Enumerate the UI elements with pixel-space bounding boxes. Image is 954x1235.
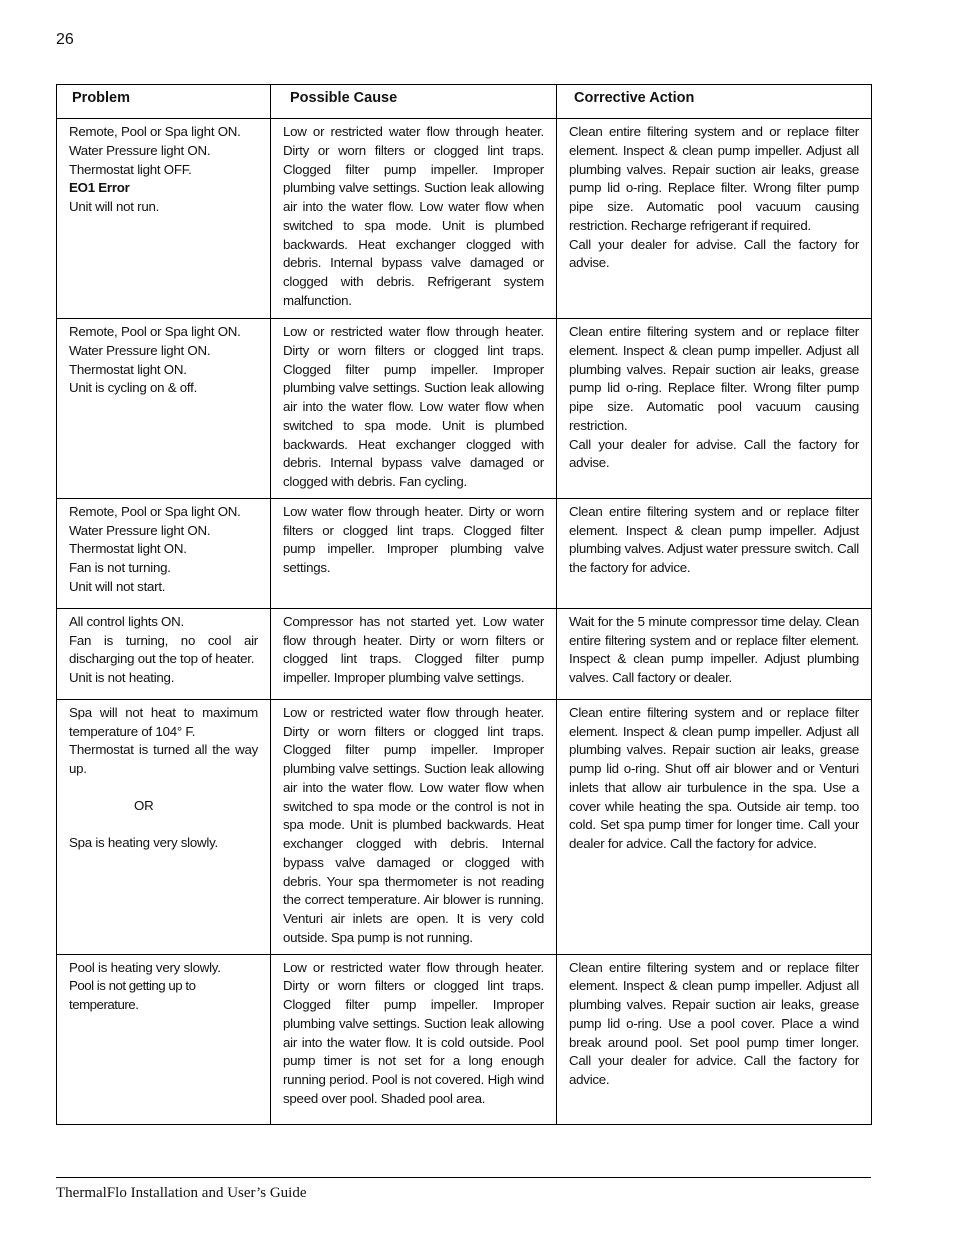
- problem-line: Unit will not start.: [69, 578, 166, 594]
- problem-line: Thermostat light OFF.: [69, 161, 192, 177]
- problem-line: All control lights ON.: [69, 613, 184, 629]
- cause-cell: Low water flow through heater. Dirty or worn filters or clogged lint traps. Clogged filter pump impeller. Improper plumbing valve settings.: [271, 498, 557, 608]
- problem-cell: [57, 954, 271, 1124]
- table-row: [57, 498, 872, 608]
- problem-line: Remote, Pool or Spa light ON.: [69, 503, 241, 519]
- problem-cell: [57, 608, 271, 699]
- problem-line: Thermostat is turned all the way up.: [69, 742, 258, 776]
- problem-line: Thermostat light ON.: [69, 541, 187, 557]
- action-text: Clean entire filtering system and or replace filter element. Inspect & clean pump impeller. Adjust all plumbing valves. Repair suction air leaks, grease pump lid o-ring. Replace filter. Wrong filter pump pipe size. Automatic pool vacuum causing restriction. Recharge refrigerant if required.: [569, 124, 859, 233]
- action-call-text: Call your dealer for advise. Call the factory for advise.: [569, 236, 859, 271]
- table-header-row: [57, 85, 872, 119]
- or-separator: OR: [134, 797, 154, 813]
- problem-cell: [57, 498, 271, 608]
- page-number: 26: [56, 31, 74, 48]
- footer-divider: [56, 1177, 871, 1178]
- table-row: [57, 954, 872, 1124]
- cause-cell: Low or restricted water flow through heater. Dirty or worn filters or clogged lint traps. Clogged filter pump impeller. Improper plumbing valve settings. Suction leak allowing air into the water flow. Low water flow when switched to spa mode. Unit is plumbed backwards. Heat exchanger clogged with debris. Internal bypass valve damaged or clogged with debris. Fan cycling.: [271, 319, 557, 499]
- problem-cell: [57, 319, 271, 499]
- problem-line: Unit is not heating.: [69, 670, 175, 685]
- action-cell: [557, 319, 872, 499]
- table-row: [57, 699, 872, 954]
- action-cell: [557, 119, 872, 319]
- problem-line: Thermostat light ON.: [69, 361, 187, 377]
- action-text: Clean entire filtering system and or replace filter element. Inspect & clean pump impeller. Adjust all plumbing valves. Repair suction air leaks, grease pump lid o-ring. Replace filter. Wrong filter pump pipe size. Automatic pool vacuum causing restriction.: [569, 324, 859, 433]
- problem-line: Fan is turning, no cool air discharging out the top of heater.: [69, 632, 258, 667]
- problem-cell: [57, 699, 271, 954]
- problem-line: Spa is heating very slowly.: [69, 834, 218, 850]
- cause-cell: Low or restricted water flow through heater. Dirty or worn filters or clogged lint traps. Clogged filter pump impeller. Improper plumbing valve settings. Suction leak allowing air into the water flow. Low water flow when switched to spa mode or the control is not in spa mode. Unit is plumbed backwards. Heat exchanger clogged with debris. Internal bypass valve damaged or clogged with debris. Your spa thermometer is not reading the correct temperature. Air blower is running. Venturi air inlets are open. It is very cold outside. Spa pump is not running.: [271, 699, 557, 954]
- table-row: [57, 608, 872, 699]
- problem-line: Water Pressure light ON.: [69, 522, 211, 538]
- error-code: EO1 Error: [69, 180, 130, 196]
- cause-cell: Compressor has not started yet. Low water flow through heater. Dirty or worn filters or clogged lint traps. Clogged filter pump impeller. Improper plumbing valve settings.: [271, 608, 557, 699]
- table-row: [57, 119, 872, 319]
- action-cell: Clean entire filtering system and or replace filter element. Inspect & clean pump impeller. Adjust all plumbing valves. Repair suction air leaks, grease pump lid o-ring. Shut off air blower and or Venturi inlets that allow air turbulence in the spa. Use a cover while heating the spa. Outside air temp. too cold. Set spa pump timer for longer time. Call your dealer for advice. Call the factory for advice.: [557, 699, 872, 954]
- header-possible-cause: Possible Cause: [271, 85, 557, 119]
- problem-line: Remote, Pool or Spa light ON.: [69, 324, 241, 339]
- problem-line: Fan is not turning.: [69, 560, 171, 575]
- cause-cell: Low or restricted water flow through heater. Dirty or worn filters or clogged lint traps. Clogged filter pump impeller. Improper plumbing valve settings. Suction leak allowing air into the water flow. Low water flow when switched to spa mode. Unit is plumbed backwards. Heat exchanger clogged with debris. Internal bypass valve damaged or clogged with debris. Refrigerant system malfunction.: [271, 119, 557, 319]
- problem-cell: [57, 119, 271, 319]
- table-row: [57, 319, 872, 499]
- problem-line: Unit will not run.: [69, 199, 160, 214]
- footer-title: ThermalFlo Installation and User’s Guide: [56, 1185, 307, 1201]
- problem-line: Water Pressure light ON.: [69, 142, 211, 158]
- action-cell: Clean entire filtering system and or replace filter element. Inspect & clean pump impeller. Adjust plumbing valves. Adjust water pressure switch. Call the factory for advice.: [557, 498, 872, 608]
- cause-cell: Low or restricted water flow through heater. Dirty or worn filters or clogged lint traps. Clogged filter pump impeller. Improper plumbing valve settings. Suction leak allowing air into the water flow. It is cold outside. Pool pump timer is not set for a long enough running period. Pool is not covered. High wind speed over pool. Shaded pool area.: [271, 954, 557, 1124]
- header-problem: Problem: [57, 85, 271, 119]
- troubleshooting-table: [56, 84, 872, 1125]
- header-corrective-action: Corrective Action: [557, 85, 872, 119]
- problem-line: Water Pressure light ON.: [69, 342, 211, 358]
- problem-line: Pool is not getting up to temperature.: [69, 978, 196, 1012]
- action-cell: Clean entire filtering system and or replace filter element. Inspect & clean pump impeller. Adjust all plumbing valves. Repair suction air leaks, grease pump lid o-ring. Use a pool cover. Place a wind break around pool. Set pool pump timer longer. Call your dealer for advice. Call the factory for advice.: [557, 954, 872, 1124]
- problem-line: Unit is cycling on & off.: [69, 380, 198, 396]
- problem-line: Spa will not heat to maximum temperature of 104° F.: [69, 704, 258, 739]
- action-cell: Wait for the 5 minute compressor time delay. Clean entire filtering system and or replace filter element. Inspect & clean pump impeller. Adjust plumbing valves. Call factory or dealer.: [557, 608, 872, 699]
- problem-line: Remote, Pool or Spa light ON.: [69, 124, 241, 139]
- problem-line: Pool is heating very slowly.: [69, 959, 221, 975]
- action-call-text: Call your dealer for advise. Call the factory for advise.: [569, 436, 859, 471]
